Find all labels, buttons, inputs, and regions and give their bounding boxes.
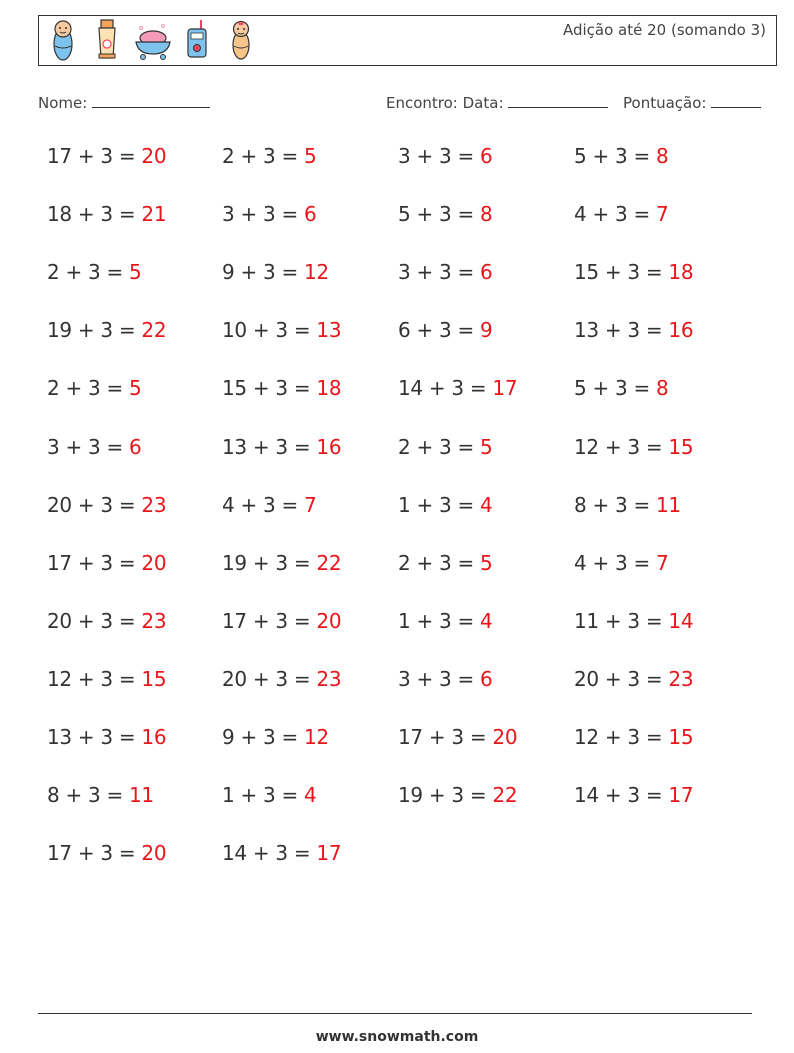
problem-equation: 17 + 3 = — [398, 725, 493, 749]
problem-item — [398, 318, 492, 342]
problem-equation: 12 + 3 = — [47, 666, 142, 691]
problem-equation: 19 + 3 = — [222, 550, 317, 575]
problem-item — [222, 725, 329, 749]
problem-item — [47, 318, 166, 342]
problem-answer: 16 — [316, 434, 342, 459]
problem-item — [222, 144, 316, 168]
problem-answer: 7 — [304, 492, 317, 517]
problem-answer: 21 — [141, 202, 167, 227]
problem-equation: 14 + 3 = — [574, 783, 669, 808]
problem-answer: 17 — [668, 783, 694, 808]
problem-equation: 1 + 3 = — [398, 492, 480, 517]
score-field — [623, 93, 761, 112]
problem-equation: 14 + 3 = — [222, 841, 317, 866]
baby-lotion-bottle-icon — [91, 16, 131, 62]
problem-item — [222, 551, 341, 575]
problem-equation: 3 + 3 = — [47, 434, 129, 459]
problem-equation: 3 + 3 = — [398, 260, 480, 285]
problem-answer: 23 — [316, 666, 342, 691]
baby-girl-swaddled-icon — [221, 16, 261, 62]
problem-answer: 15 — [668, 725, 694, 749]
problem-equation: 1 + 3 = — [222, 783, 304, 808]
problem-equation: 20 + 3 = — [222, 666, 317, 691]
problem-item — [222, 435, 341, 459]
problem-answer: 7 — [656, 202, 669, 227]
problem-answer: 4 — [480, 608, 493, 633]
problem-equation: 8 + 3 = — [47, 783, 129, 808]
problem-item — [574, 667, 693, 691]
problem-equation: 2 + 3 = — [398, 434, 480, 459]
problem-item — [574, 551, 668, 575]
worksheet-title: Adição até 20 (somando 3) — [562, 21, 766, 39]
problem-equation: 14 + 3 = — [398, 376, 493, 401]
problem-equation: 13 + 3 = — [574, 318, 669, 343]
problem-answer: 14 — [668, 608, 694, 633]
worksheet-header — [38, 15, 777, 66]
footer-divider — [38, 1013, 752, 1014]
problem-item — [574, 493, 681, 517]
problem-answer: 8 — [480, 202, 493, 227]
date-label: Encontro: Data: — [386, 94, 504, 112]
problem-item — [398, 144, 492, 168]
problem-answer: 6 — [480, 144, 493, 168]
problem-answer: 7 — [656, 550, 669, 575]
problem-item — [574, 725, 693, 749]
problem-answer: 6 — [480, 666, 493, 691]
problem-equation: 8 + 3 = — [574, 492, 656, 517]
problem-item — [398, 551, 492, 575]
name-field — [38, 93, 210, 112]
problem-answer: 16 — [668, 318, 694, 343]
problem-equation: 9 + 3 = — [222, 260, 304, 285]
problem-equation: 18 + 3 = — [47, 202, 142, 227]
baby-monitor-icon — [179, 16, 219, 62]
problem-answer: 5 — [129, 376, 142, 401]
problem-answer: 23 — [141, 492, 167, 517]
problem-equation: 17 + 3 = — [222, 608, 317, 633]
problem-equation: 15 + 3 = — [222, 376, 317, 401]
problem-item — [398, 435, 492, 459]
problem-answer: 9 — [480, 318, 493, 343]
problem-item — [574, 144, 668, 168]
name-label: Nome: — [38, 94, 88, 112]
problem-equation: 5 + 3 = — [574, 376, 656, 401]
problem-answer: 20 — [141, 144, 167, 168]
problem-answer: 22 — [316, 550, 342, 575]
date-field — [386, 93, 608, 112]
date-blank[interactable] — [508, 93, 608, 108]
score-label: Pontuação: — [623, 94, 707, 112]
problem-answer: 23 — [141, 608, 167, 633]
baby-bathtub-icon — [133, 16, 173, 62]
problem-answer: 5 — [480, 434, 493, 459]
problem-answer: 6 — [304, 202, 317, 227]
problem-item — [398, 260, 492, 284]
problem-equation: 20 + 3 = — [47, 492, 142, 517]
problem-item — [47, 841, 166, 865]
problem-equation: 15 + 3 = — [574, 260, 669, 285]
problem-equation: 12 + 3 = — [574, 725, 669, 749]
problem-equation: 9 + 3 = — [222, 725, 304, 749]
problem-item — [574, 318, 693, 342]
problem-equation: 4 + 3 = — [574, 550, 656, 575]
problem-equation: 17 + 3 = — [47, 144, 142, 168]
problem-answer: 4 — [480, 492, 493, 517]
problem-answer: 8 — [656, 144, 669, 168]
problem-answer: 4 — [304, 783, 317, 808]
problem-answer: 6 — [129, 434, 142, 459]
problem-equation: 1 + 3 = — [398, 608, 480, 633]
problem-answer: 18 — [316, 376, 342, 401]
problem-answer: 23 — [668, 666, 694, 691]
problem-answer: 12 — [304, 260, 329, 285]
problem-equation: 12 + 3 = — [574, 434, 669, 459]
problem-equation: 19 + 3 = — [398, 783, 493, 808]
problem-item — [398, 667, 492, 691]
problem-answer: 20 — [316, 608, 342, 633]
problem-equation: 13 + 3 = — [222, 434, 317, 459]
problem-answer: 5 — [304, 144, 317, 168]
problem-answer: 13 — [316, 318, 342, 343]
problem-item — [222, 493, 316, 517]
problem-equation: 2 + 3 = — [222, 144, 304, 168]
problem-answer: 15 — [141, 666, 167, 691]
problem-equation: 3 + 3 = — [398, 144, 480, 168]
problem-answer: 8 — [656, 376, 669, 401]
problem-answer: 5 — [480, 550, 493, 575]
problem-item — [222, 783, 316, 807]
problem-equation: 5 + 3 = — [574, 144, 656, 168]
problem-item — [398, 202, 492, 226]
problem-item — [47, 609, 166, 633]
baby-swaddled-icon — [47, 16, 87, 62]
problem-answer: 12 — [304, 725, 329, 749]
problem-answer: 22 — [492, 783, 518, 808]
problem-item — [222, 318, 341, 342]
problem-equation: 4 + 3 = — [574, 202, 656, 227]
problem-item — [398, 609, 492, 633]
problem-answer: 22 — [141, 318, 167, 343]
problem-equation: 5 + 3 = — [398, 202, 480, 227]
problem-equation: 2 + 3 = — [47, 260, 129, 285]
problem-equation: 6 + 3 = — [398, 318, 480, 343]
problem-item — [574, 202, 668, 226]
problem-answer: 17 — [316, 841, 342, 866]
problem-item — [222, 202, 316, 226]
problem-item — [574, 260, 693, 284]
score-blank[interactable] — [711, 93, 761, 108]
problem-item — [47, 725, 166, 749]
problem-answer: 15 — [668, 434, 694, 459]
problem-item — [47, 435, 141, 459]
problem-item — [574, 609, 693, 633]
problem-item — [47, 783, 154, 807]
problem-equation: 4 + 3 = — [222, 492, 304, 517]
problem-answer: 20 — [141, 841, 167, 866]
problem-equation: 11 + 3 = — [574, 608, 669, 633]
problem-equation: 20 + 3 = — [47, 608, 142, 633]
problem-item — [47, 551, 166, 575]
problem-answer: 6 — [480, 260, 493, 285]
problem-equation: 20 + 3 = — [574, 666, 669, 691]
problem-item — [47, 144, 166, 168]
problem-equation: 3 + 3 = — [398, 666, 480, 691]
problem-item — [47, 493, 166, 517]
problem-item — [47, 260, 141, 284]
problem-answer: 5 — [129, 260, 142, 285]
problem-item — [398, 783, 517, 807]
problem-equation: 3 + 3 = — [222, 202, 304, 227]
problem-item — [222, 667, 341, 691]
problem-answer: 20 — [141, 550, 167, 575]
footer-url: www.snowmath.com — [315, 1029, 479, 1045]
name-blank[interactable] — [92, 93, 210, 108]
problem-answer: 11 — [129, 783, 154, 808]
problem-item — [398, 376, 517, 400]
problem-equation: 13 + 3 = — [47, 725, 142, 749]
problem-answer: 11 — [656, 492, 681, 517]
problem-item — [47, 667, 166, 691]
problem-item — [574, 435, 693, 459]
problem-equation: 17 + 3 = — [47, 841, 142, 866]
problem-item — [574, 376, 668, 400]
problem-item — [47, 202, 166, 226]
problem-item — [574, 783, 693, 807]
problem-answer: 18 — [668, 260, 694, 285]
problem-answer: 16 — [141, 725, 167, 749]
problem-equation: 2 + 3 = — [398, 550, 480, 575]
problem-item — [222, 609, 341, 633]
problem-item — [222, 841, 341, 865]
problem-equation: 10 + 3 = — [222, 318, 317, 343]
problem-item — [222, 260, 329, 284]
problem-equation: 19 + 3 = — [47, 318, 142, 343]
problem-equation: 2 + 3 = — [47, 376, 129, 401]
problem-answer: 17 — [492, 376, 518, 401]
problem-item — [398, 725, 517, 749]
problem-item — [47, 376, 141, 400]
problem-item — [222, 376, 341, 400]
problem-item — [398, 493, 492, 517]
problem-equation: 17 + 3 = — [47, 550, 142, 575]
problem-answer: 20 — [492, 725, 518, 749]
